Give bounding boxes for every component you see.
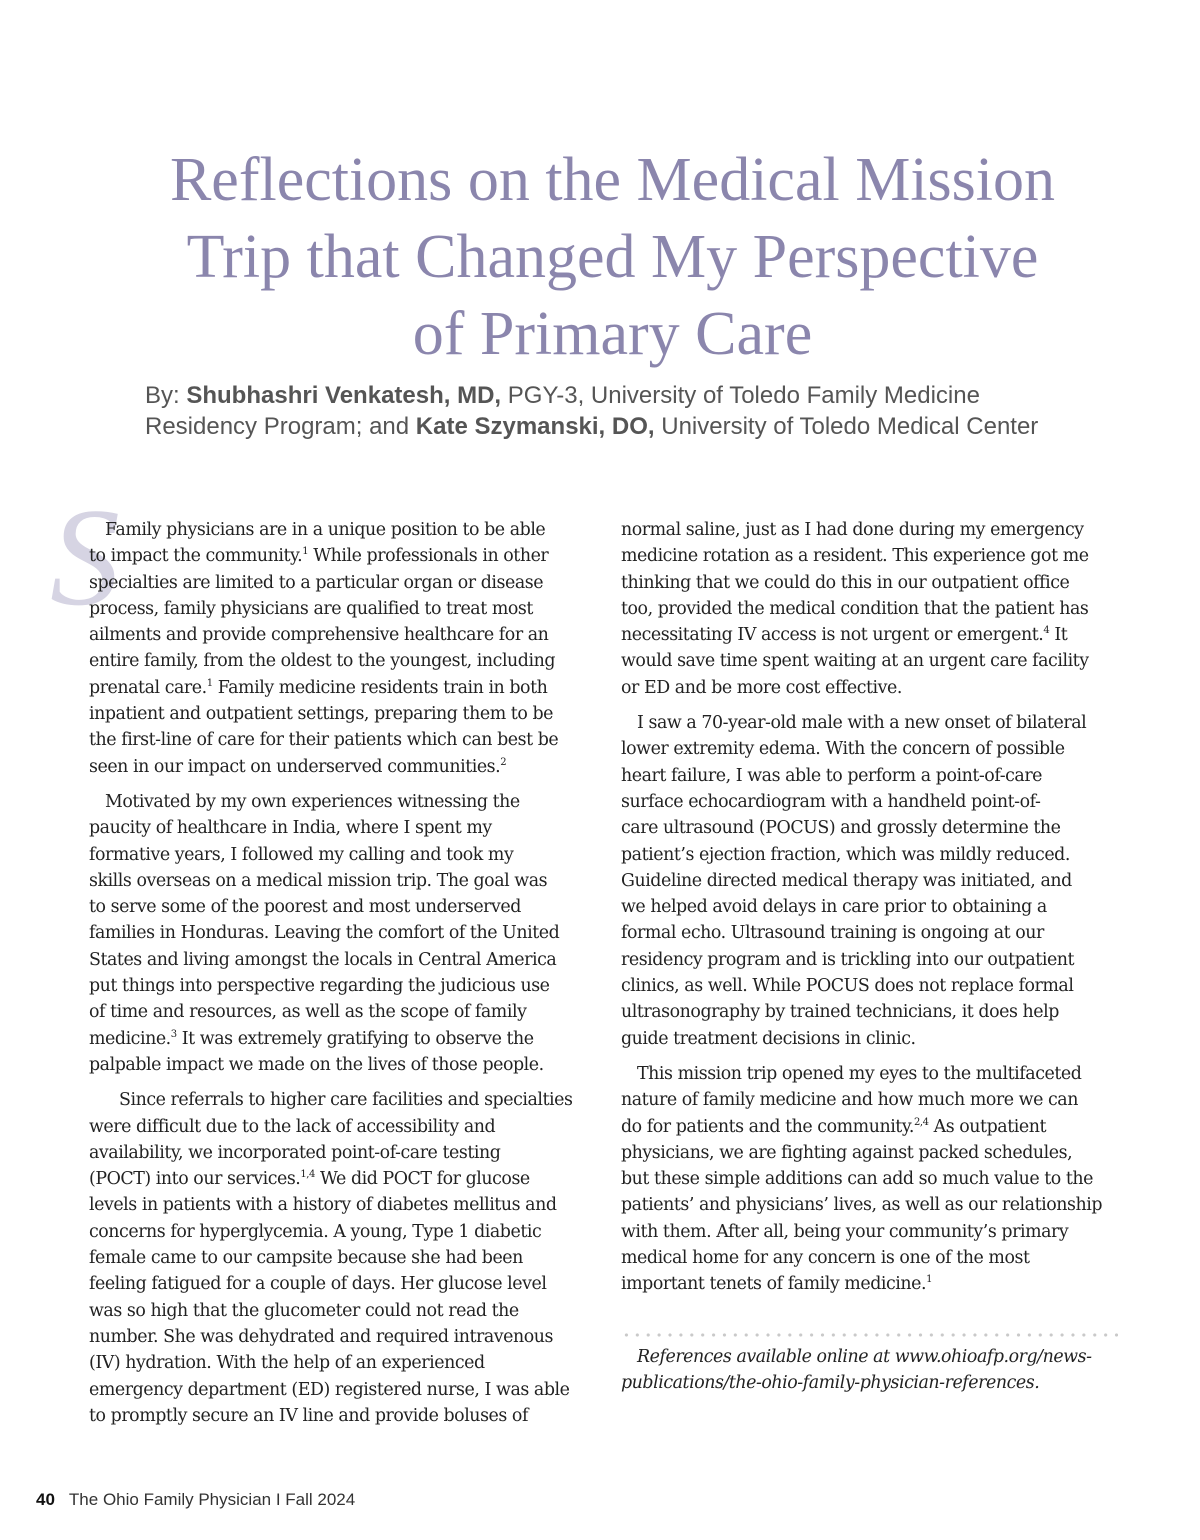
text-line: This mission trip opened my eyes to the multifaceted [637, 1063, 1082, 1084]
byline-line [145, 380, 1145, 411]
text-line: thinking that we could do this in our outpatient office [621, 572, 1070, 593]
text-line: formal echo. Ultrasound training is ongoing at our [621, 923, 1044, 944]
text-line: normal saline, just as I had done during my emergency [621, 520, 1084, 540]
drop-cap: S [50, 480, 120, 635]
text-line: ultrasonography by trained technicians, it does help [621, 1002, 1059, 1023]
paragraph [89, 789, 589, 1078]
text-line: to promptly secure an IV line and provide boluses of [89, 1405, 528, 1426]
left-column [89, 517, 589, 1438]
text-line: formative years, I followed my calling and took my [89, 844, 514, 865]
title-line: of Primary Care [412, 300, 813, 368]
text-line: Motivated by my own experiences witnessing the [105, 791, 520, 812]
text-line: specialties are limited to a particular organ or disease [89, 572, 544, 593]
text-line: palpable impact we made on the lives of those people. [89, 1054, 544, 1075]
text-line: patients’ and physicians’ lives, as well as our relationship [621, 1195, 1103, 1216]
text-line: medicine rotation as a resident. This experience got me [621, 546, 1089, 567]
text-line: inpatient and outpatient settings, preparing them to be [89, 704, 553, 725]
text-line [89, 1026, 589, 1052]
text-line: References available online at www.ohioafp.org/news- [637, 1347, 1092, 1367]
text-run: do for patients and the community. [621, 1116, 914, 1137]
text-line: was so high that the glucometer could not read the [89, 1300, 519, 1321]
text-run: necessitating IV access is not urgent or emergent. [621, 625, 1044, 646]
byline-prefix: By: [145, 382, 187, 409]
page-footer [36, 1490, 355, 1510]
text-line: we helped avoid delays in care prior to obtaining a [621, 897, 1047, 918]
paragraph [621, 710, 1121, 1052]
text-line [621, 622, 1121, 648]
text-line: would save time spent waiting at an urgent care facility [621, 651, 1089, 672]
text-run: Family medicine residents train in both [212, 677, 548, 698]
text-line: levels in patients with a history of diabetes mellitus and [89, 1195, 557, 1216]
text-line: of time and resources, as well as the scope of family [89, 1002, 527, 1023]
text-line: States and living amongst the locals in Central America [89, 949, 557, 970]
reference-marker: 1 [206, 677, 213, 689]
text-line: concerns for hyperglycemia. A young, Type 1 diabetic [89, 1221, 542, 1242]
text-run: to impact the community. [89, 546, 303, 567]
text-line: medical home for any concern is one of the most [621, 1248, 1030, 1269]
reference-marker: 2,4 [913, 1116, 929, 1128]
text-run: We did POCT for glucose [314, 1169, 530, 1190]
dotted-divider [621, 1333, 1118, 1337]
byline [145, 380, 1145, 442]
text-line: put things into perspective regarding the judicious use [89, 976, 550, 997]
text-line: heart failure, I was able to perform a point-of-care [621, 765, 1043, 786]
title-line: Trip that Changed My Perspective [186, 223, 1039, 291]
right-column [621, 517, 1121, 1307]
text-line: emergency department (ED) registered nurse, I was able [89, 1379, 570, 1400]
text-line: clinics, as well. While POCUS does not replace formal [621, 976, 1074, 997]
text-run: While professionals in other [308, 546, 549, 567]
author-name: Shubhashri Venkatesh, MD, [186, 382, 502, 409]
text-line: with them. After all, being your community’s primary [621, 1221, 1069, 1242]
text-line: feeling fatigued for a couple of days. Her glucose level [89, 1274, 547, 1295]
reference-marker: 3 [170, 1028, 177, 1040]
text-line [89, 675, 589, 701]
text-run: As outpatient [928, 1116, 1046, 1137]
text-line: guide treatment decisions in clinic. [621, 1028, 916, 1049]
paragraph [89, 517, 589, 780]
text-run: (POCT) into our services. [89, 1169, 301, 1190]
publication-name: The Ohio Family Physician I Fall 2024 [68, 1490, 356, 1509]
text-line: to serve some of the poorest and most underserved [89, 897, 521, 918]
text-run: medicine. [89, 1028, 171, 1049]
reference-marker: 4 [1043, 625, 1050, 637]
text-line [89, 754, 589, 780]
text-run: It [1049, 625, 1068, 646]
text-line: (IV) hydration. With the help of an experienced [89, 1353, 485, 1374]
text-line: nature of family medicine and how much more we can [621, 1090, 1078, 1111]
paragraph [89, 1087, 589, 1429]
paragraph [621, 517, 1121, 701]
text-line: Family physicians are in a unique position to be able [105, 520, 546, 540]
text-line: the first-line of care for their patients which can best be [89, 730, 559, 751]
text-line: process, family physicians are qualified to treat most [89, 598, 533, 619]
text-line: publications/the-ohio-family-physician-references. [621, 1373, 1040, 1394]
text-line [89, 1166, 589, 1192]
text-run: important tenets of family medicine. [621, 1274, 927, 1295]
text-line: Since referrals to higher care facilities and specialties [119, 1090, 573, 1111]
reference-marker: 1 [302, 546, 309, 558]
text-line: I saw a 70-year-old male with a new onset of bilateral [637, 713, 1087, 734]
page-number: 40 [36, 1490, 55, 1509]
text-line: number. She was dehydrated and required intravenous [89, 1326, 554, 1347]
text-line: availability, we incorporated point-of-care testing [89, 1142, 501, 1163]
text-line: paucity of healthcare in India, where I spent my [89, 818, 492, 839]
text-run: It was extremely gratifying to observe the [176, 1028, 534, 1049]
text-run: seen in our impact on underserved communities. [89, 756, 501, 777]
byline-line [145, 411, 1145, 442]
text-line: residency program and is trickling into our outpatient [621, 949, 1075, 970]
text-line: families in Honduras. Leaving the comfort of the United [89, 923, 560, 944]
references-note [621, 1344, 1121, 1397]
text-line: physicians, we are fighting against packed schedules, [621, 1142, 1073, 1163]
author-name: Kate Szymanski, DO, [415, 413, 655, 440]
text-line: or ED and be more cost effective. [621, 677, 902, 698]
article-title [100, 142, 1125, 373]
text-line [89, 543, 589, 569]
text-line: ailments and provide comprehensive healthcare for an [89, 625, 549, 646]
text-line: female came to our campsite because she had been [89, 1248, 523, 1269]
text-line: too, provided the medical condition that the patient has [621, 598, 1089, 619]
text-line: patient’s ejection fraction, which was mildly reduced. [621, 844, 1070, 865]
text-line: Guideline directed medical therapy was initiated, and [621, 870, 1072, 891]
paragraph [621, 1061, 1121, 1298]
text-line [621, 1271, 1121, 1297]
author-affiliation: Residency Program; and [145, 413, 416, 440]
reference-marker: 1 [926, 1274, 932, 1286]
text-run: prenatal care. [89, 677, 207, 698]
text-line: lower extremity edema. With the concern of possible [621, 739, 1065, 760]
text-line: were difficult due to the lack of accessibility and [89, 1116, 496, 1137]
text-line [621, 1114, 1121, 1140]
author-affiliation: PGY-3, University of Toledo Family Medicine [501, 382, 980, 409]
reference-marker: 1,4 [300, 1169, 315, 1181]
text-line: entire family, from the oldest to the youngest, including [89, 651, 556, 672]
author-affiliation: University of Toledo Medical Center [654, 413, 1039, 440]
title-line: Reflections on the Medical Mission [169, 146, 1056, 214]
text-line: skills overseas on a medical mission trip. The goal was [89, 870, 548, 891]
text-line: care ultrasound (POCUS) and grossly determine the [621, 818, 1061, 839]
reference-marker: 2 [500, 756, 507, 768]
text-line: surface echocardiogram with a handheld point-of- [621, 791, 1041, 812]
text-line: but these simple additions can add so much value to the [621, 1169, 1094, 1190]
